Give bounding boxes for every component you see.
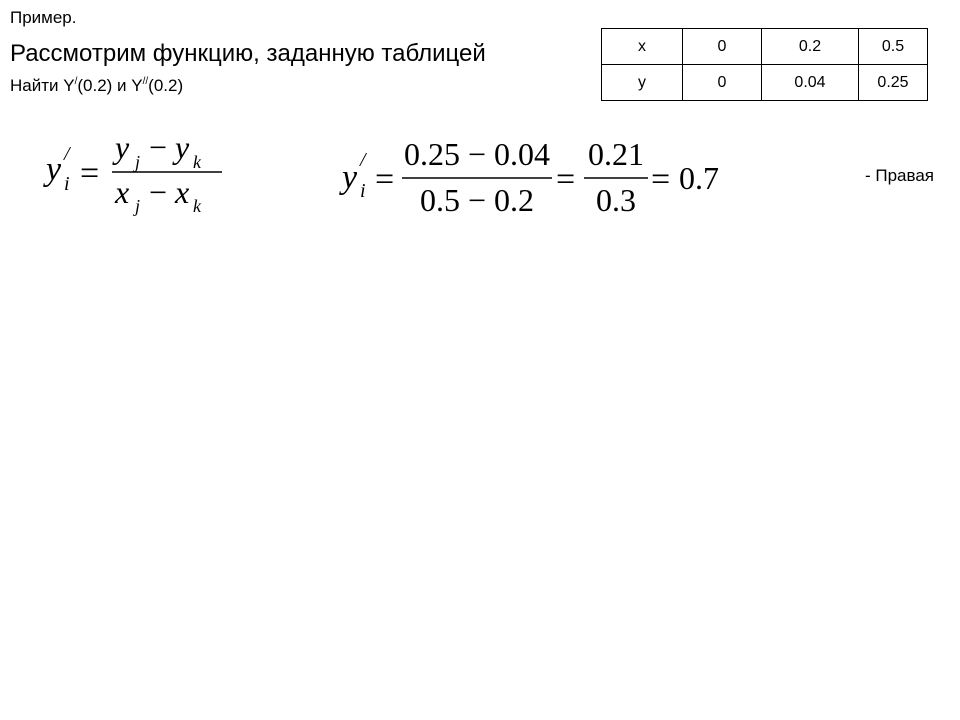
example-label: Пример.: [10, 8, 77, 27]
numerator-y-k: y: [175, 129, 190, 165]
result-value: 0.7: [679, 160, 719, 196]
table-cell: 0.25: [859, 65, 928, 101]
numerator-y-j: y: [115, 129, 130, 165]
numeric-derivative-formula: [339, 136, 719, 218]
task-first-arg: (0.2) и Y: [77, 76, 143, 95]
first-derivative-mark: /: [74, 76, 78, 87]
second-derivative-mark: //: [142, 76, 149, 87]
table-cell: 0.2: [762, 29, 859, 65]
numerator-difference: 0.25 − 0.04: [403, 136, 551, 172]
task-second-arg: (0.2): [148, 76, 184, 95]
subscript-j: j: [135, 196, 141, 216]
table-cell: x: [602, 29, 683, 65]
equals-sign: =: [651, 161, 671, 198]
table-cell: 0.04: [762, 65, 859, 101]
table-cell: 0.5: [859, 29, 928, 65]
table-cell: 0: [683, 29, 762, 65]
subscript-k: k: [193, 152, 201, 172]
minus-sign: −: [149, 174, 168, 210]
denominator-x-j: x: [115, 174, 130, 210]
lhs-subscript: i: [360, 180, 366, 202]
equals-sign: =: [80, 155, 100, 192]
subscript-j: j: [135, 152, 141, 172]
task-prefix: Найти Y: [10, 76, 75, 95]
denominator-difference: 0.5 − 0.2: [419, 182, 535, 218]
lhs-variable: y: [46, 151, 62, 188]
subscript-k: k: [193, 196, 201, 216]
slide-heading: Рассмотрим функцию, заданную таблицей: [10, 40, 486, 67]
lhs-subscript: i: [64, 173, 70, 195]
numerator-value: 0.21: [588, 136, 644, 172]
equals-sign: =: [375, 161, 395, 198]
denominator-x-k: x: [175, 174, 190, 210]
table-cell: 0: [683, 65, 762, 101]
right-difference-label: - Правая: [865, 166, 935, 185]
lhs-variable: y: [342, 159, 358, 196]
minus-sign: −: [149, 129, 168, 165]
equals-sign: =: [556, 161, 576, 198]
denominator-value: 0.3: [596, 182, 636, 218]
lhs-prime: /: [64, 143, 70, 165]
general-derivative-formula: [43, 129, 222, 216]
table-cell: y: [602, 65, 683, 101]
lhs-prime: /: [360, 149, 366, 171]
